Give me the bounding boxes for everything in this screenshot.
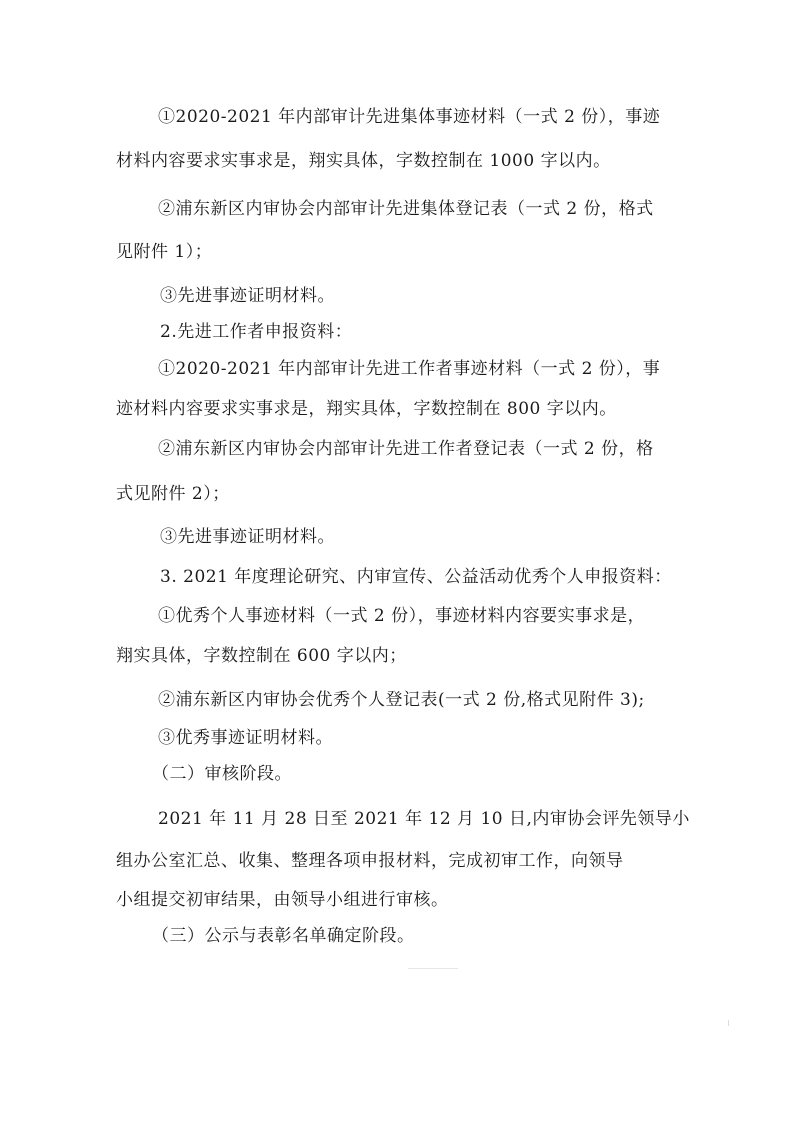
text-line-16: ③优秀事迹证明材料。 [158, 728, 333, 748]
text-line-2: 材料内容要求实事求是，翔实具体，字数控制在 1000 字以内。 [116, 151, 611, 171]
text-line-1: ①2020-2021 年内部审计先进集体事迹材料（一式 2 份），事迹 [158, 107, 661, 127]
text-line-5: ③先进事迹证明材料。 [160, 286, 335, 306]
text-line-10: 式见附件 2）； [116, 484, 230, 504]
section-heading-2: 2.先进工作者申报资料： [160, 322, 353, 342]
text-line-4: 见附件 1）； [116, 242, 213, 262]
text-line-18: 2021 年 11 月 28 日至 2021 年 12 月 10 日,内审协会评先领导小 [158, 809, 690, 829]
text-line-19: 组办公室汇总、收集、整理各项申报材料，完成初审工作，向领导 [116, 851, 624, 871]
text-line-14: 翔实具体，字数控制在 600 字以内； [116, 646, 407, 666]
text-line-3: ②浦东新区内审协会内部审计先进集体登记表（一式 2 份，格式 [158, 199, 654, 219]
scan-artifact-line [408, 968, 458, 969]
section-heading-publicity: （三）公示与表彰名单确定阶段。 [152, 926, 415, 946]
text-line-11: ③先进事迹证明材料。 [160, 527, 335, 547]
section-heading-review: （二）审核阶段。 [152, 764, 292, 784]
text-line-13: ①优秀个人事迹材料（一式 2 份），事迹材料内容要实事求是， [158, 606, 646, 626]
section-heading-3: 3. 2021 年度理论研究、内审宣传、公益活动优秀个人申报资料： [160, 567, 672, 587]
text-line-8: 迹材料内容要求实事求是，翔实具体，字数控制在 800 字以内。 [116, 399, 617, 419]
text-line-7: ①2020-2021 年内部审计先进工作者事迹材料（一式 2 份），事 [158, 359, 661, 379]
scan-artifact-dot [728, 1020, 729, 1026]
text-line-15: ②浦东新区内审协会优秀个人登记表(一式 2 份,格式见附件 3); [158, 690, 645, 710]
text-line-9: ②浦东新区内审协会内部审计先进工作者登记表（一式 2 份，格 [158, 439, 654, 459]
text-line-20: 小组提交初审结果，由领导小组进行审核。 [116, 890, 449, 910]
